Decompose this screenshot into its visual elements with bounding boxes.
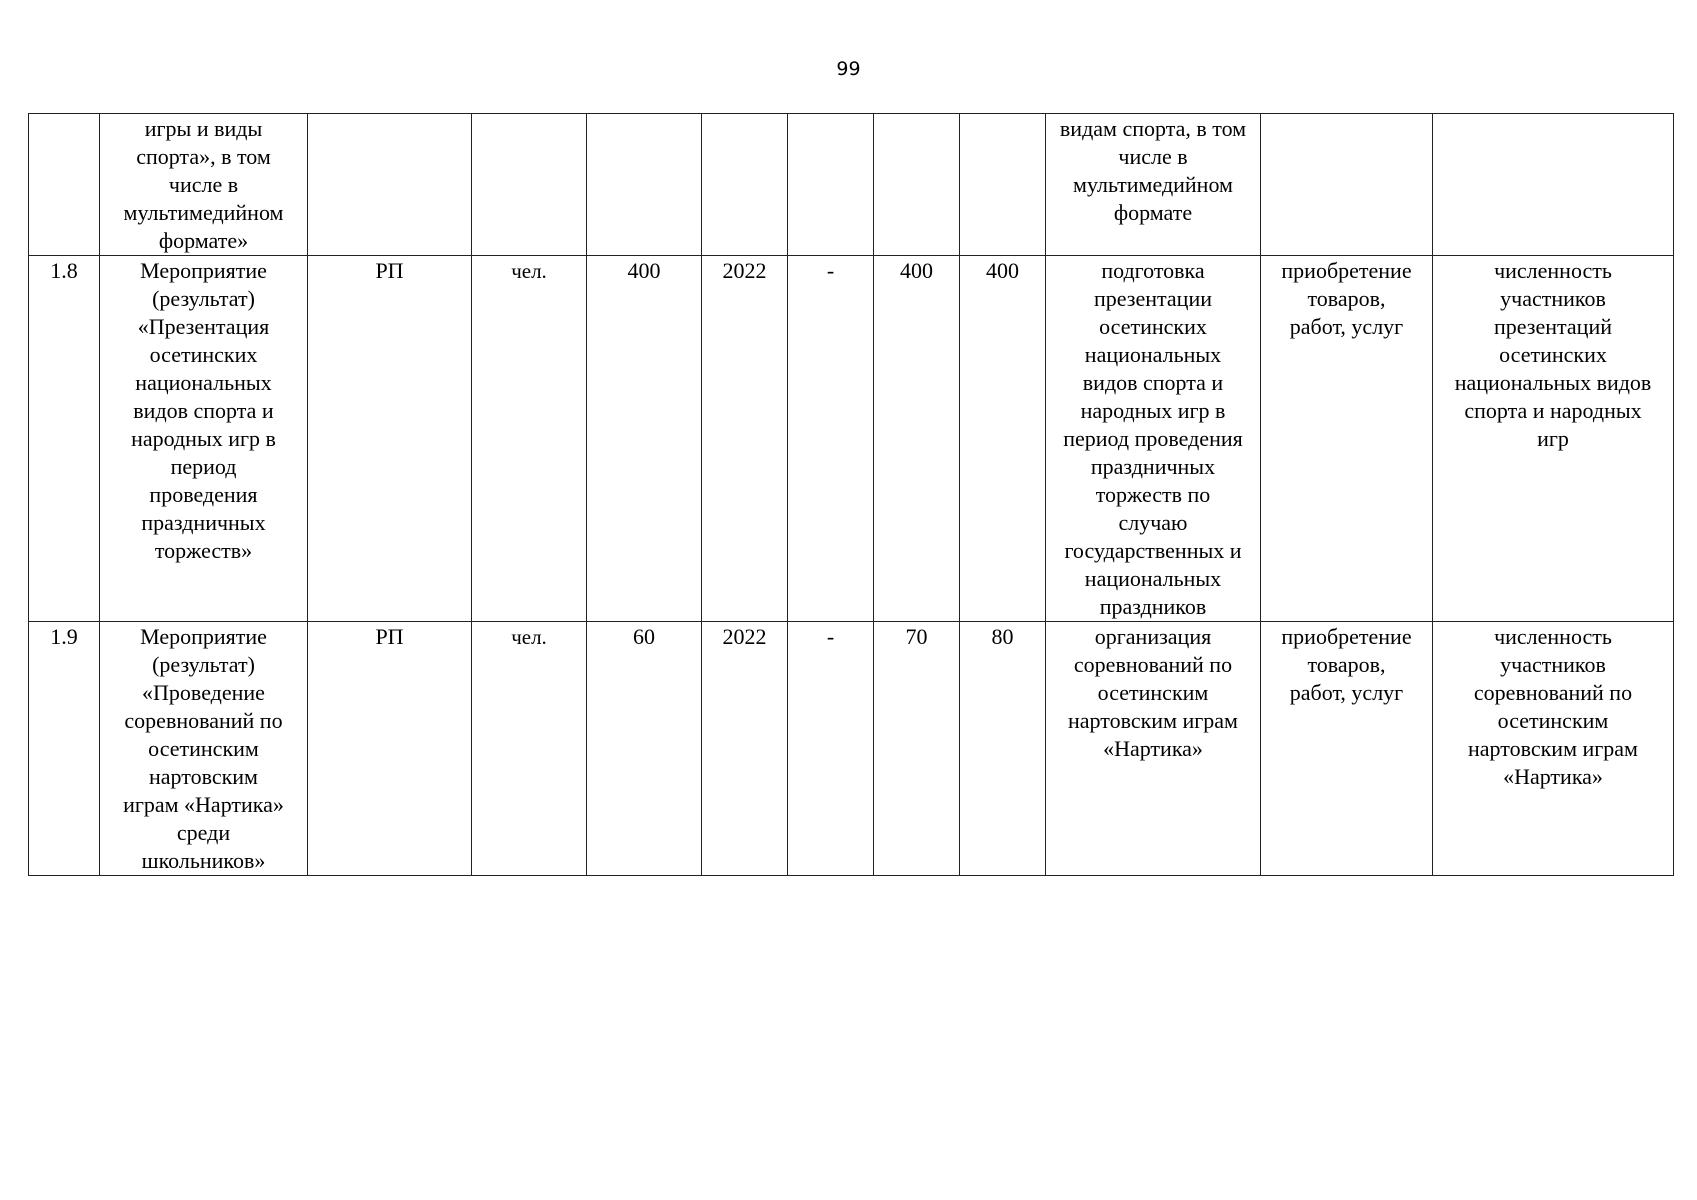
text-line: осетинских: [149, 342, 258, 367]
text-line: видов спорта и: [1082, 370, 1224, 395]
cell-unit: чел.: [472, 256, 587, 622]
text-line: игры и виды: [144, 116, 263, 141]
text-line: соревнований по: [124, 708, 283, 733]
text-line: товаров,: [1307, 286, 1386, 311]
cell-value-2: 400: [874, 256, 960, 622]
text-line: Мероприятие: [140, 258, 267, 283]
text-line: численность: [1494, 258, 1612, 283]
text-line: Мероприятие: [140, 624, 267, 649]
cell-value-1: -: [788, 622, 874, 876]
cell-base-value: 400: [587, 256, 702, 622]
text-line: работ, услуг: [1289, 680, 1404, 705]
page-number: 99: [836, 58, 861, 80]
cell-name: [100, 622, 308, 876]
text-line: национальных: [1084, 566, 1222, 591]
text-line: праздничных: [1090, 454, 1216, 479]
cell-value-3: 80: [960, 622, 1046, 876]
text-line: игр: [1537, 426, 1569, 451]
text-line: народных игр в: [1080, 398, 1226, 423]
cell-indicator: [1433, 256, 1674, 622]
text-line: период проведения: [1063, 426, 1243, 451]
cell-unit: [472, 114, 587, 256]
text-line: государственных и: [1064, 538, 1242, 563]
cell-indicator: [1433, 114, 1674, 256]
cell-value-2: 70: [874, 622, 960, 876]
text-line: численность: [1494, 624, 1612, 649]
text-line: играм «Нартика»: [123, 792, 284, 817]
text-line: случаю: [1118, 510, 1188, 535]
cell-name: [100, 256, 308, 622]
text-line: участников: [1500, 286, 1606, 311]
text-line: подготовка: [1101, 258, 1205, 283]
cell-num: 1.8: [29, 256, 100, 622]
cell-type: РП: [308, 256, 472, 622]
text-line: торжеств»: [154, 538, 253, 563]
cell-type: [308, 114, 472, 256]
cell-base-value: 60: [587, 622, 702, 876]
text-line: школьников»: [141, 848, 266, 873]
text-line: нартовским играм: [1068, 708, 1238, 733]
text-line: национальных: [1084, 342, 1222, 367]
text-line: презентации: [1093, 286, 1212, 311]
text-line: видов спорта и: [133, 398, 274, 423]
cell-value-1: -: [788, 256, 874, 622]
cell-name: [100, 114, 308, 256]
cell-expense-type: [1261, 114, 1433, 256]
cell-description: [1046, 622, 1261, 876]
cell-expense-type: [1261, 256, 1433, 622]
text-line: соревнований по: [1073, 652, 1233, 677]
cell-expense-type: [1261, 622, 1433, 876]
text-line: презентаций: [1493, 314, 1612, 339]
cell-value-1: [788, 114, 874, 256]
text-line: период: [170, 454, 237, 479]
table-row: [29, 256, 1674, 622]
cell-value-3: 400: [960, 256, 1046, 622]
text-line: проведения: [149, 482, 258, 507]
cell-base-year: 2022: [702, 256, 788, 622]
text-line: «Нартика»: [1103, 736, 1203, 761]
text-line: национальных видов: [1454, 370, 1652, 395]
text-line: народных игр в: [131, 426, 276, 451]
text-line: осетинским: [1097, 680, 1209, 705]
text-line: национальных: [135, 370, 272, 395]
text-line: приобретение: [1281, 624, 1412, 649]
text-line: осетинских: [1099, 314, 1207, 339]
program-table: [28, 113, 1674, 876]
text-line: «Проведение: [142, 680, 265, 705]
cell-unit: чел.: [472, 622, 587, 876]
cell-base-year: [702, 114, 788, 256]
text-line: (результат): [152, 286, 255, 311]
table-row: [29, 622, 1674, 876]
cell-type: РП: [308, 622, 472, 876]
cell-base-year: 2022: [702, 622, 788, 876]
text-line: приобретение: [1281, 258, 1412, 283]
text-line: мультимедийном: [123, 200, 284, 225]
cell-indicator: [1433, 622, 1674, 876]
text-line: праздников: [1099, 594, 1207, 619]
text-line: осетинских: [1499, 342, 1607, 367]
text-line: среди: [176, 820, 231, 845]
cell-value-3: [960, 114, 1046, 256]
text-line: нартовским играм: [1468, 736, 1638, 761]
text-line: «Презентация: [137, 314, 270, 339]
text-line: работ, услуг: [1289, 314, 1404, 339]
cell-base-value: [587, 114, 702, 256]
text-line: мультимедийном: [1073, 172, 1233, 197]
text-line: участников: [1500, 652, 1606, 677]
cell-num: 1.9: [29, 622, 100, 876]
text-line: формате: [1113, 200, 1193, 225]
text-line: видам спорта, в том: [1059, 116, 1247, 141]
text-line: формате»: [158, 228, 249, 253]
text-line: числе в: [168, 172, 239, 197]
text-line: (результат): [152, 652, 255, 677]
table-row: [29, 114, 1674, 256]
text-line: спорта», в том: [136, 144, 271, 169]
text-line: осетинским: [1497, 708, 1609, 733]
text-line: торжеств по: [1095, 482, 1211, 507]
text-line: осетинским: [148, 736, 259, 761]
text-line: организация: [1094, 624, 1212, 649]
cell-value-2: [874, 114, 960, 256]
cell-description: [1046, 114, 1261, 256]
cell-description: [1046, 256, 1261, 622]
text-line: соревнований по: [1473, 680, 1633, 705]
text-line: праздничных: [141, 510, 266, 535]
text-line: числе в: [1118, 144, 1188, 169]
text-line: товаров,: [1307, 652, 1386, 677]
cell-num: [29, 114, 100, 256]
text-line: «Нартика»: [1503, 764, 1603, 789]
text-line: спорта и народных: [1464, 398, 1642, 423]
text-line: нартовским: [149, 764, 258, 789]
